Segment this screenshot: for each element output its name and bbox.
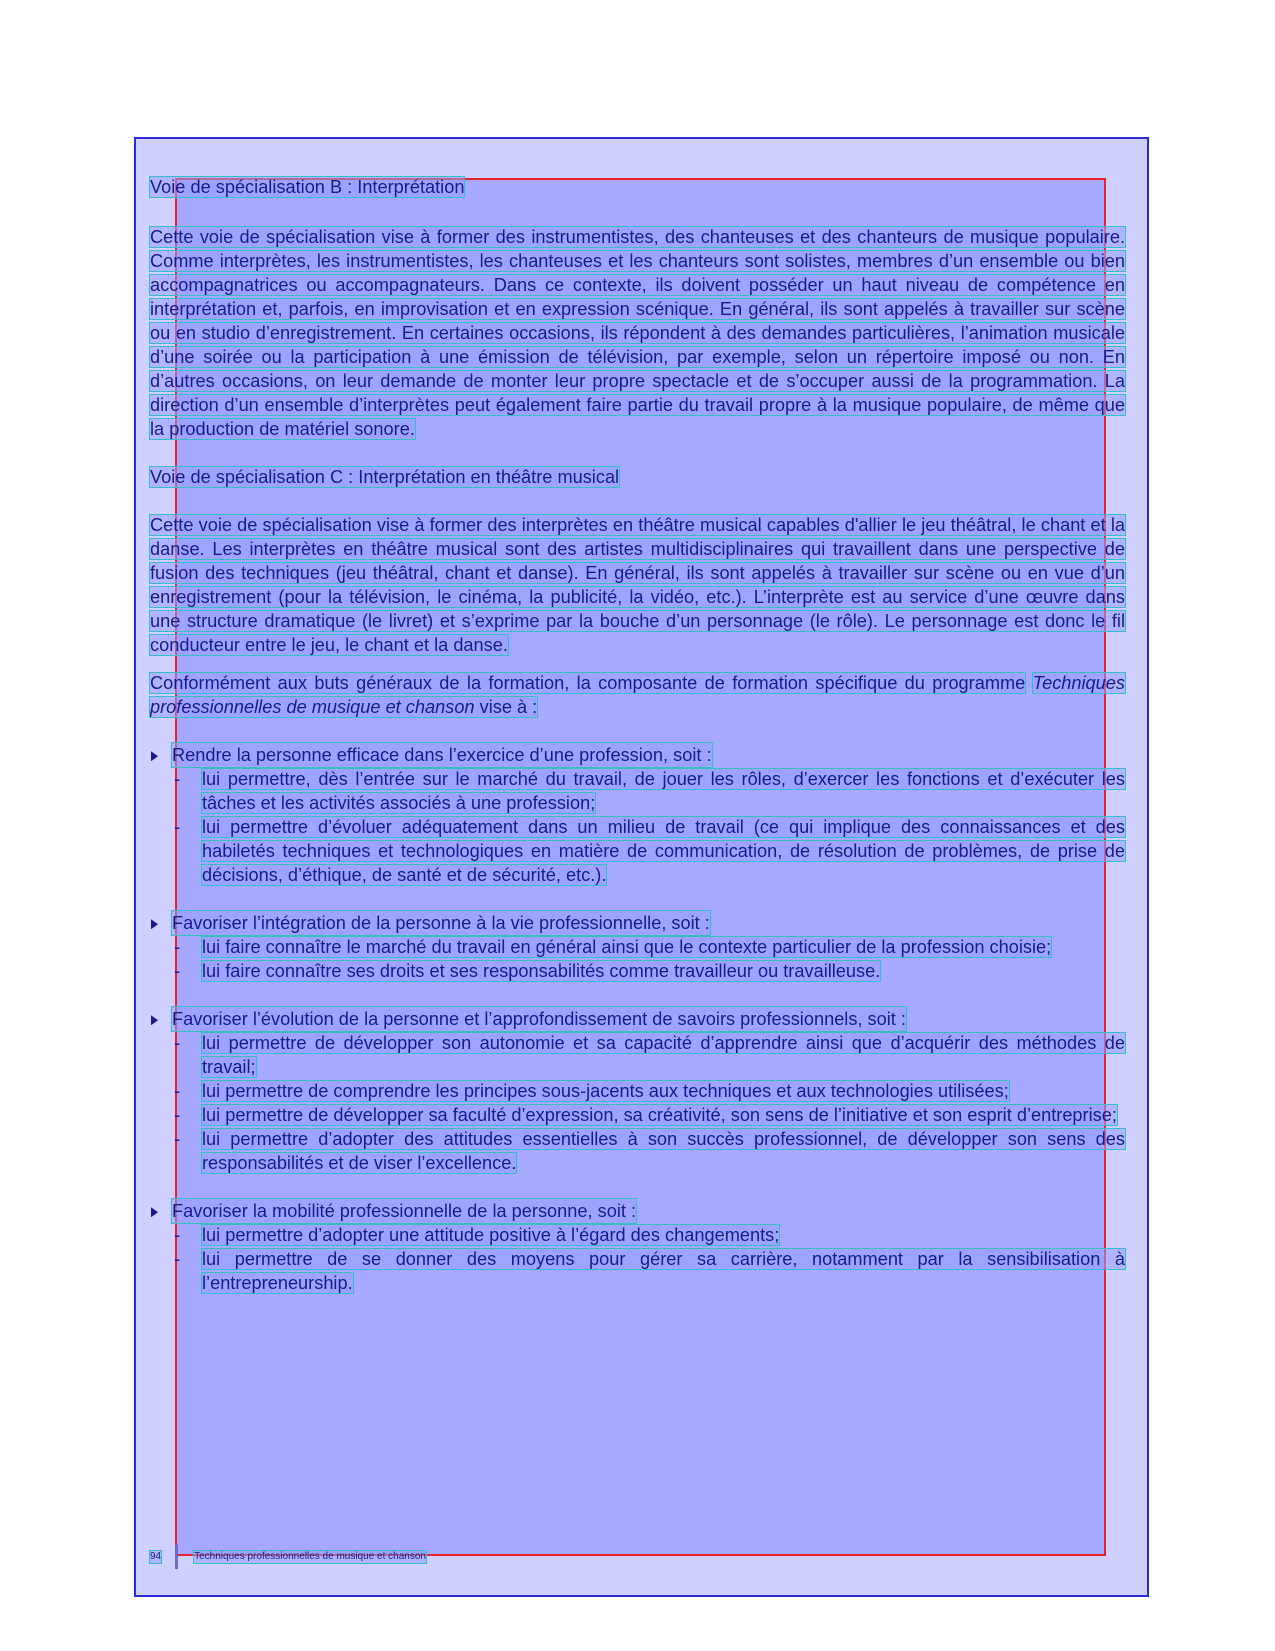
dash-icon: - [174,1033,181,1053]
dash-icon: - [174,1249,181,1269]
goal-subitem [150,1031,1125,1079]
footer-title: Techniques professionnelles de musique et chanson [194,1551,426,1562]
goal-subitem-text: lui permettre d’adopter des attitudes essentielles à son succès professionnel, de développer son sens des responsabilités et de viser l’excellence. [202,1129,1125,1173]
footer-divider [175,1545,178,1569]
goal-subitem-text: lui permettre d’adopter une attitude positive à l’égard des changements; [202,1225,780,1245]
goal-subitem-text: lui permettre de comprendre les principes sous-jacents aux techniques et aux technologies utilisées; [202,1081,1009,1101]
goal-subitem-text: lui permettre d’évoluer adéquatement dans un milieu de travail (ce qui implique des connaissances et des habiletés techniques et technologiques en matière de communication, de résolution de problèmes, de prise de décisions, d’éthique, de santé et de sécurité, etc.). [202,817,1125,885]
bullet-icon [150,911,172,935]
dash-icon: - [174,769,181,789]
section-b [150,175,1125,441]
goal-subitem-text: lui permettre de se donner des moyens pour gérer sa carrière, notamment par la sensibilisation à l’entrepreneurship. [202,1249,1125,1293]
bullet-icon [150,743,172,767]
section-paragraph: Cette voie de spécialisation vise à former des instrumentistes, des chanteuses et des chanteurs de musique populaire. Comme interprètes, les instrumentistes, les chanteuses et les chanteurs sont solistes, membres d’un ensemble ou bien accompagnatrices ou accompagnateurs. Dans ce contexte, ils doivent posséder un haut niveau de compétence en interprétation et, parfois, en improvisation et en expression scénique. En général, ils sont appelés à travailler sur scène ou en studio d’enregistrement. En certaines occasions, ils répondent à des demandes particulières, l’animation musicale d’une soirée ou la participation à une émission de télévision, par exemple, selon un répertoire imposé ou non. En d’autres occasions, on leur demande de monter leur propre spectacle et de s’occuper aussi de la programmation. La direction d’un ensemble d’interprètes peut également faire partie du travail propre à la musique populaire, de même que la production de matériel sonore. [150,227,1125,439]
goal-subitem [150,1127,1125,1175]
dash-icon: - [174,1129,181,1149]
goal-title: Favoriser l’évolution de la personne et l’approfondissement de savoirs professionnels, soit : [172,1009,906,1029]
dash-icon: - [174,961,181,981]
goal-subitem-text: lui faire connaître le marché du travail en général ainsi que le contexte particulier de la profession choisie; [202,937,1052,957]
goal-item [150,911,1125,983]
goals-list [150,743,1125,1295]
intro-paragraph: Conformément aux buts généraux de la formation, la composante de formation spécifique du programme Techniques professionnelles de musique et chanson vise à : [150,673,1125,717]
goal-subitem [150,1223,1125,1247]
dash-icon: - [174,1081,181,1101]
goal-subitem [150,959,1125,983]
goal-subitem-text: lui faire connaître ses droits et ses responsabilités comme travailleur ou travailleuse. [202,961,881,981]
goal-subitems [150,935,1125,983]
goal-subitem [150,1247,1125,1295]
page-footer [150,1545,426,1569]
goal-item [150,1199,1125,1295]
section-heading: Voie de spécialisation C : Interprétation en théâtre musical [150,467,620,487]
goal-title: Favoriser l’intégration de la personne à la vie professionnelle, soit : [172,913,710,933]
goal-item [150,1007,1125,1175]
goal-subitem-text: lui permettre, dès l’entrée sur le marché du travail, de jouer les rôles, d’exercer les fonctions et d’exécuter les tâches et les activités associés à une profession; [202,769,1125,813]
goal-subitems [150,1031,1125,1175]
page-number: 94 [150,1551,162,1562]
goal-subitems [150,1223,1125,1295]
section-heading: Voie de spécialisation B : Interprétation [150,177,465,197]
bullet-icon [150,1199,172,1223]
goal-subitem [150,815,1125,887]
goal-subitem-text: lui permettre de développer sa faculté d’expression, sa créativité, son sens de l’initiative et son esprit d’entreprise; [202,1105,1117,1125]
section-c [150,465,1125,657]
document-body [150,175,1125,1295]
dash-icon: - [174,1105,181,1125]
section-paragraph: Cette voie de spécialisation vise à former des interprètes en théâtre musical capables d'allier le jeu théâtral, le chant et la danse. Les interprètes en théâtre musical sont des artistes multidisciplinaires qui travaillent dans une perspective de fusion des techniques (jeu théâtral, chant et danse). En général, ils sont appelés à travailler sur scène ou en vue d’un enregistrement (pour la télévision, le cinéma, la publicité, la vidéo, etc.). L’interprète est au service d’une œuvre dans une structure dramatique (le livret) et s’exprime par la bouche d’un personnage (le rôle). Le personnage est donc le fil conducteur entre le jeu, le chant et la danse. [150,515,1125,655]
goal-subitem [150,767,1125,815]
dash-icon: - [174,937,181,957]
goal-title: Favoriser la mobilité professionnelle de la personne, soit : [172,1201,637,1221]
goal-item [150,743,1125,887]
goal-subitem-text: lui permettre de développer son autonomie et sa capacité d’apprendre ainsi que d’acquérir des méthodes de travail; [202,1033,1125,1077]
goal-title: Rendre la personne efficace dans l’exercice d’une profession, soit : [172,745,712,765]
dash-icon: - [174,817,181,837]
program-title: Techniques professionnelles de musique et chanson [150,673,1125,717]
goal-subitems [150,767,1125,887]
goal-subitem [150,935,1125,959]
bullet-icon [150,1007,172,1031]
goal-subitem [150,1079,1125,1103]
goal-subitem [150,1103,1125,1127]
dash-icon: - [174,1225,181,1245]
